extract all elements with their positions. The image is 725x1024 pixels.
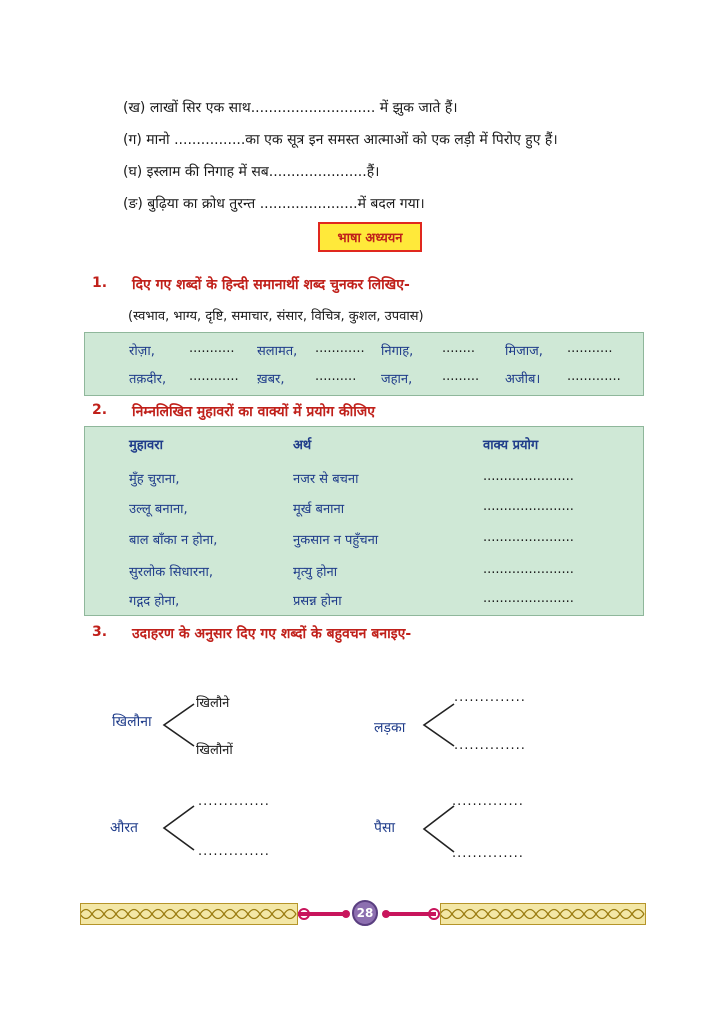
q2-idiom-table [84,426,644,616]
q2-header-sentence: वाक्य प्रयोग [483,438,539,453]
section-heading: भाषा अध्ययन [318,222,422,252]
q3-word: खिलौना [112,714,152,730]
q3-plural-top-blank: .............. [198,794,270,809]
q2-header-meaning: अर्थ [293,438,312,453]
bracket-icon [160,702,196,748]
q1-blank: .......... [315,369,357,384]
q2-sentence-blank: ...................... [483,469,574,484]
q2-idiom: सुरलोक सिधारना, [129,565,213,580]
q1-word: जहान, [381,372,413,387]
q2-meaning: मृत्यु होना [293,565,338,580]
q2-header-idiom: मुहावरा [129,438,163,453]
q1-number: 1. [92,275,108,291]
q3-plural-bottom: खिलौनों [196,743,233,758]
q2-idiom: गद्गद होना, [129,594,180,609]
q1-text: दिए गए शब्दों के हिन्दी समानार्थी शब्द चुनकर लिखिए- [132,277,410,293]
q2-idiom: बाल बाँका न होना, [129,533,218,548]
bracket-icon [420,702,456,748]
q1-blank: ........... [567,341,613,356]
q1-blank: ........ [442,341,476,356]
bracket-icon [160,804,196,852]
q3-number: 3. [92,624,108,640]
footer-border-right [440,903,646,925]
page-number: 28 [352,900,378,926]
q3-word: पैसा [374,820,396,836]
q1-blank: ......... [442,369,480,384]
q3-plural-bottom-blank: .............. [454,738,526,753]
bracket-icon [420,804,456,854]
fill-blank-kha: (ख) लाखों सिर एक साथ............................ में झुक जाते हैं। [123,100,458,116]
q3-word: लड़का [374,720,406,736]
q2-sentence-blank: ...................... [483,530,574,545]
q3-plural-top: खिलौने [196,696,230,711]
q2-meaning: नुकसान न पहुँचना [293,533,379,548]
q2-meaning: नजर से बचना [293,472,359,487]
footer-ornament-left [298,904,352,924]
q2-meaning: प्रसन्न होना [293,594,342,609]
q3-plural-bottom-blank: .............. [452,846,524,861]
q3-text: उदाहरण के अनुसार दिए गए शब्दों के बहुवचन बनाइए- [132,626,412,642]
q1-word: रोज़ा, [129,344,155,359]
q1-blank: ............ [189,369,239,384]
q1-word: मिजाज, [505,344,543,359]
q1-blank: ............ [315,341,365,356]
footer-ornament-right [380,904,440,924]
fill-blank-gha: (घ) इस्लाम की निगाह में सब......................हैं। [123,164,380,180]
q1-word: सलामत, [257,344,298,359]
q3-plural-top-blank: .............. [452,794,524,809]
fill-blank-ga: (ग) मानो ................का एक सूत्र इन समस्त आत्माओं को एक लड़ी में पिरोए हुए हैं। [123,132,558,148]
q2-number: 2. [92,402,108,418]
q3-plural-bottom-blank: .............. [198,844,270,859]
q2-text: निम्नलिखित मुहावरों का वाक्यों में प्रयोग कीजिए [132,404,375,420]
q3-word: औरत [110,820,139,836]
q1-blank: ........... [189,341,235,356]
q2-sentence-blank: ...................... [483,591,574,606]
q1-word-box [84,332,644,396]
q2-meaning: मूर्ख बनाना [293,502,345,517]
q2-sentence-blank: ...................... [483,562,574,577]
q1-blank: ............. [567,369,621,384]
q1-word: निगाह, [381,344,414,359]
fill-blank-nga: (ङ) बुढ़िया का क्रोध तुरन्त ......................में बदल गया। [123,196,425,212]
q1-options: (स्वभाव, भाग्य, दृष्टि, समाचार, संसार, विचित्र, कुशल, उपवास) [128,309,424,324]
q1-word: तक़दीर, [129,372,167,387]
q2-idiom: मुँह चुराना, [129,472,180,487]
q2-idiom: उल्लू बनाना, [129,502,188,517]
footer-border-left [80,903,298,925]
q3-plural-top-blank: .............. [454,690,526,705]
q2-sentence-blank: ...................... [483,499,574,514]
q1-word: अजीब। [505,372,541,387]
q1-word: ख़बर, [257,372,285,387]
